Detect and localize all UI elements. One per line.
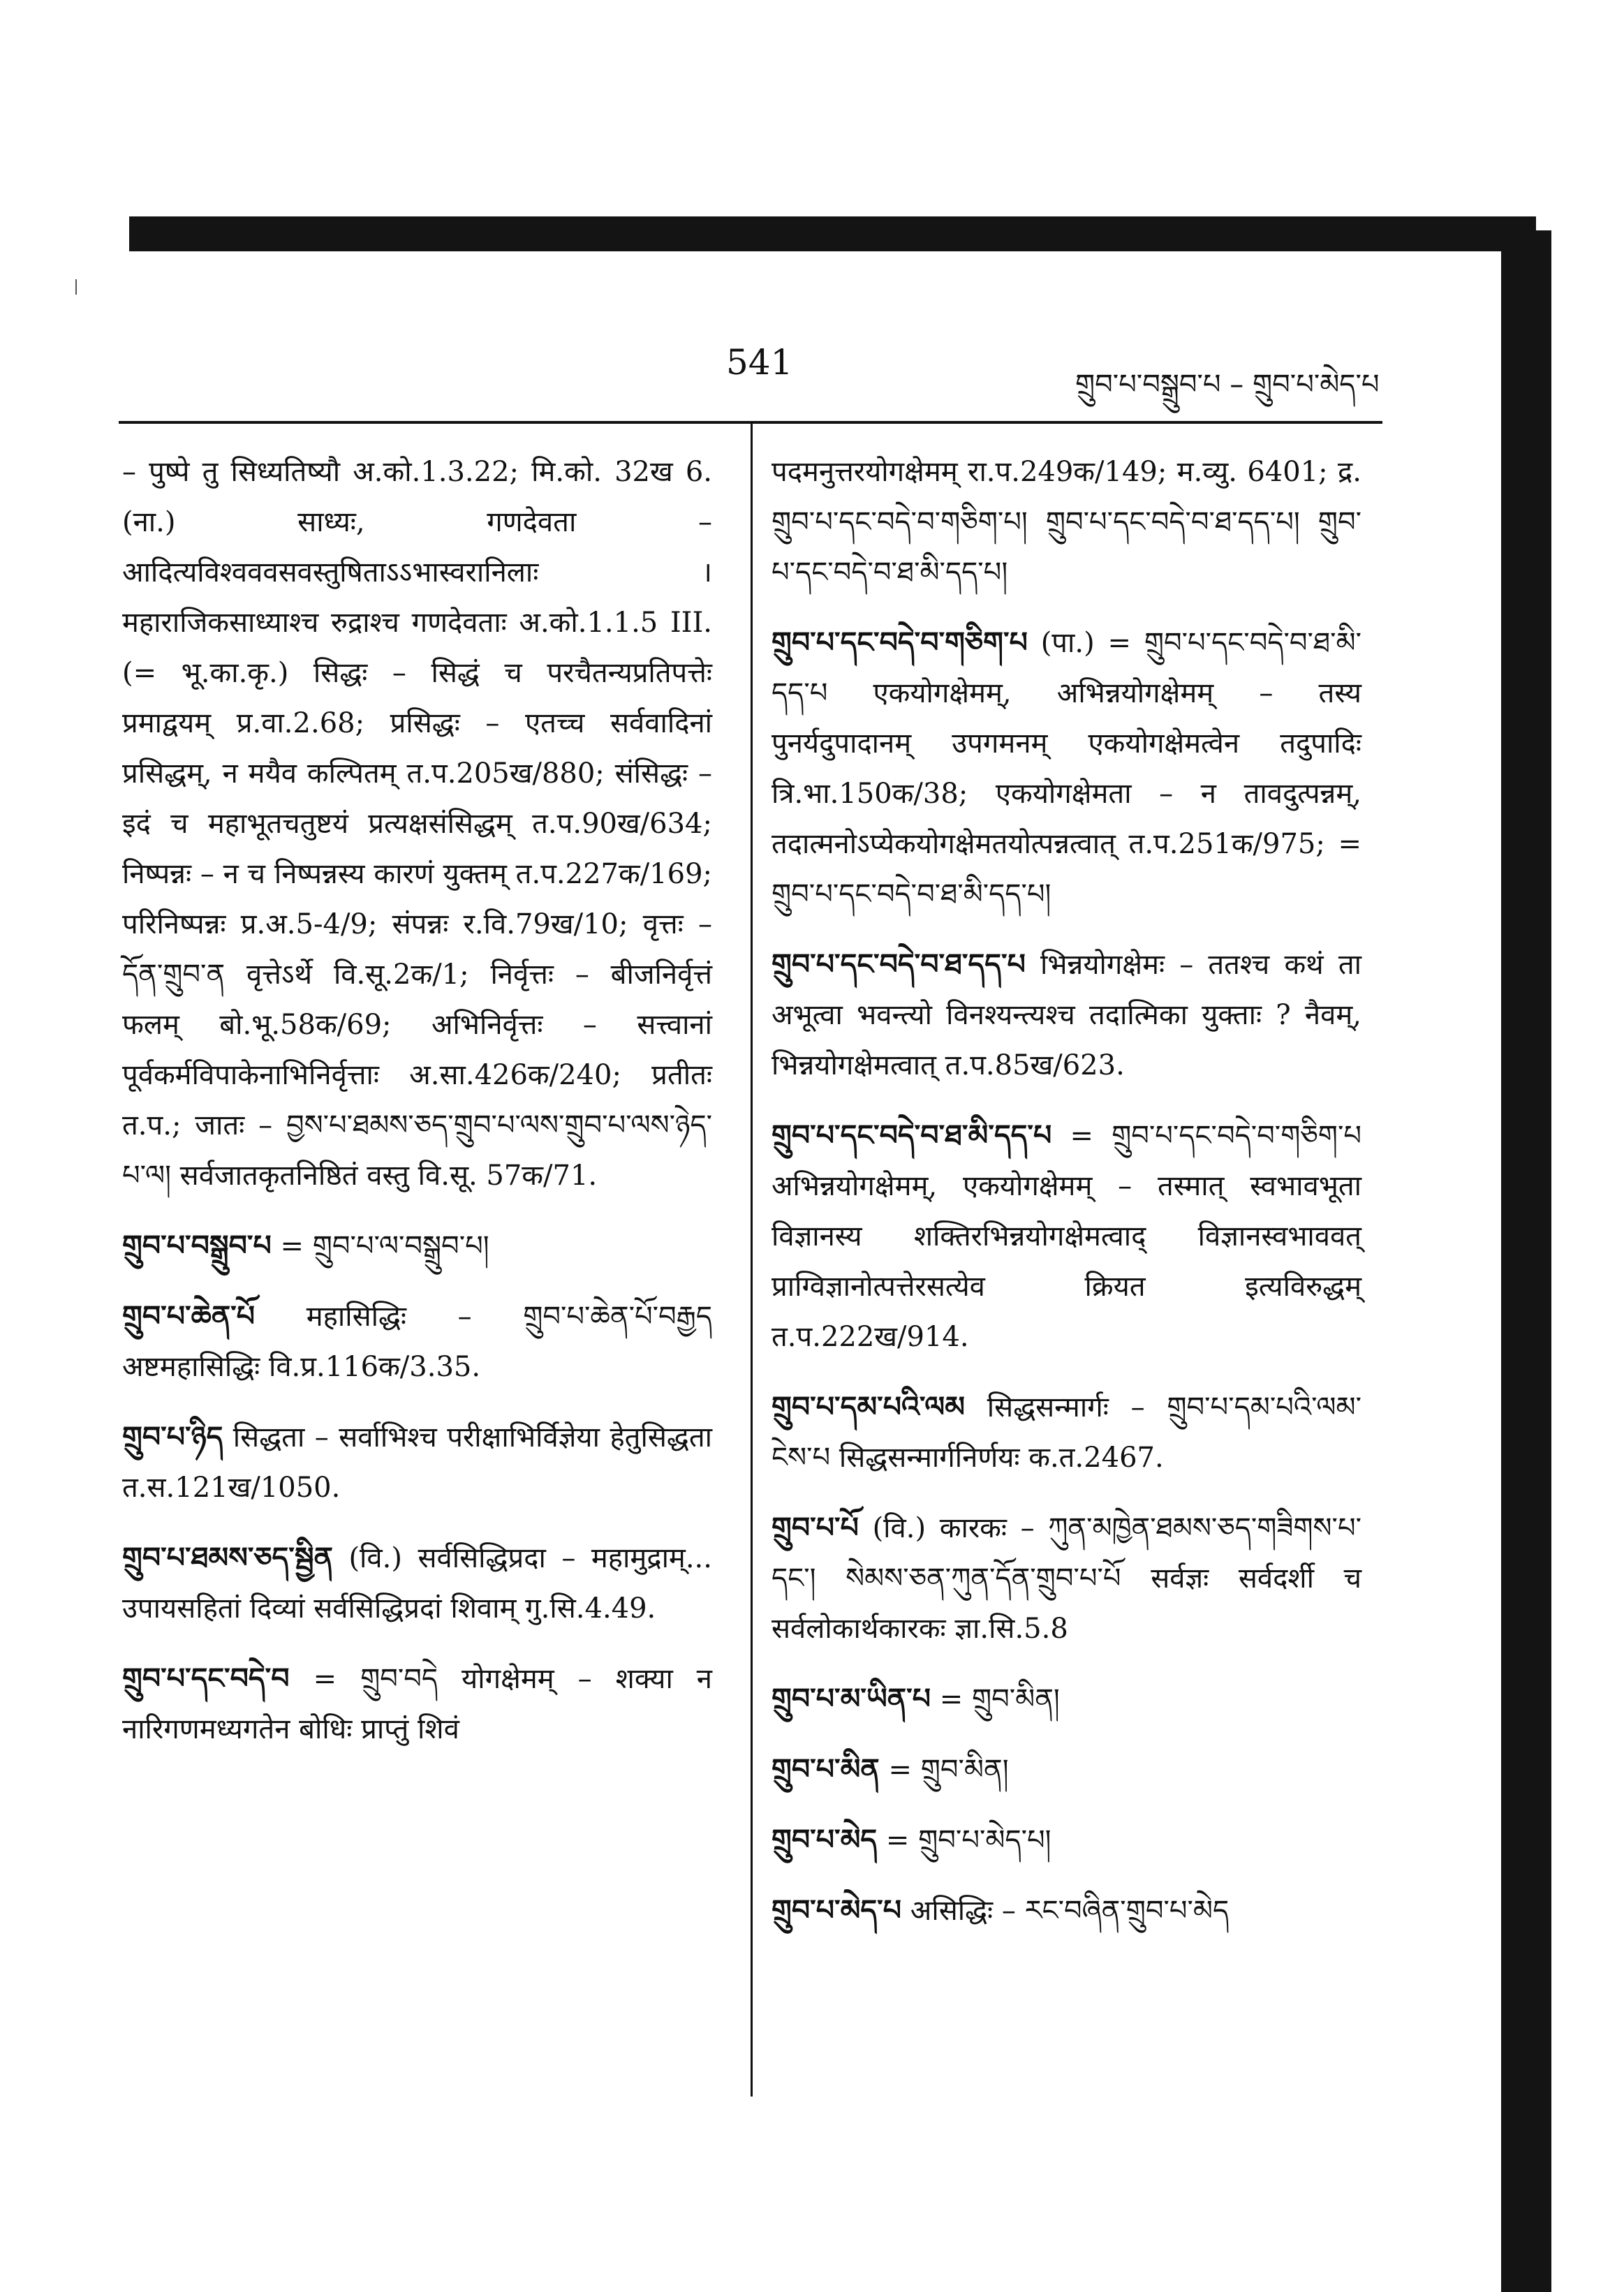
top-border-bar xyxy=(129,216,1536,251)
entry xyxy=(122,1412,712,1513)
right-column xyxy=(772,447,1361,1955)
column-divider xyxy=(751,421,753,2097)
entry-text: = གྲུབ་མིན། xyxy=(888,1754,1009,1786)
entry-text: = གྲུབ་པ་ལ་བསྒྲུབ་པ། xyxy=(280,1230,489,1262)
entry-text: (पा.) = གྲུབ་པ་དང་བདེ་བ་ཐ་མི་དད་པ एकयोगक्षेमम्, अभिन्नयोगक्षेमम् – तस्य पुनर्यदुपादानम् उपगमनम् एकयोगक्षेमत्वेन तदुपादिः त्रि.भा.150क/38; एकयोगक्षेमता – न तावदुत्पन्नम्, तदात्मनोऽप्येकयोगक्षेमतयोत्पन्नत्वात् त.प.251क/975; = གྲུབ་པ་དང་བདེ་བ་ཐ་མི་དད་པ། xyxy=(772,627,1361,910)
entry xyxy=(122,1291,712,1392)
entry-text: = གྲུབ་མིན། xyxy=(939,1683,1060,1715)
entry xyxy=(772,1502,1361,1654)
entry-headword: གྲུབ་པ་མེད་པ xyxy=(772,1893,902,1927)
entry xyxy=(772,617,1361,919)
entry-text: = གྲུབ་པ་དང་བདེ་བ་གཅིག་པ अभिन्नयोगक्षेमम्, एकयोगक्षेमम् – तस्मात् स्वभावभूता विज्ञानस्य शक्तिरभिन्नयोगक्षेमत्वाद् विज्ञानस्वभाववत् प्राग्विज्ञानोत्पत्तेरसत्येव क्रियत इत्यविरुद्धम् त.प.222ख/914. xyxy=(772,1120,1361,1353)
entry-headword: གྲུབ་པ་དང་བདེ་བ་གཅིག་པ xyxy=(772,626,1028,659)
entry-text: (वि.) सर्वसिद्धिप्रदा – महामुद्राम्... उपायसहितां दिव्यां सर्वसिद्धिप्रदां शिवाम् गु.सि.4.49. xyxy=(122,1542,712,1625)
entry xyxy=(772,447,1361,598)
entry-text: (वि.) कारकः – ཀུན་མཁྱེན་ཐམས་ཅད་གཟིགས་པ་དང་། སེམས་ཅན་ཀུན་དོན་གྲུབ་པ་པོ सर्वज्ञः सर्वदर्शी च सर्वलोकार्थकारकः ज्ञा.सि.5.8 xyxy=(772,1512,1362,1645)
left-column xyxy=(122,447,712,1774)
entry-text: महासिद्धिः – གྲུབ་པ་ཆེན་པོ་བརྒྱད अष्टमहासिद्धिः वि.प्र.116क/3.35. xyxy=(122,1301,712,1383)
page-number: 541 xyxy=(726,342,793,383)
entry xyxy=(772,1814,1361,1865)
entry-headword: གྲུབ་པ་མིན xyxy=(772,1752,880,1786)
entry xyxy=(122,447,712,1201)
entry-headword: གྲུབ་པ་དམ་པའི་ལམ xyxy=(772,1390,965,1424)
entry-text: पदमनुत्तरयोगक्षेमम् रा.प.249क/149; म.व्यु. 6401; द्र. གྲུབ་པ་དང་བདེ་བ་གཅིག་པ། གྲུབ་པ་དང་བདེ་བ་ཐ་དད་པ། གྲུབ་པ་དང་བདེ་བ་ཐ་མི་དད་པ། xyxy=(772,456,1361,589)
entry-text: सिद्धता – सर्वाभिश्च परीक्षाभिर्विज्ञेया हेतुसिद्धता त.स.121ख/1050. xyxy=(122,1421,713,1504)
entry-headword: གྲུབ་པ་མ་ཡིན་པ xyxy=(772,1682,931,1715)
entry-headword: གྲུབ་པ་པོ xyxy=(772,1511,859,1544)
entry xyxy=(122,1653,712,1754)
entry xyxy=(772,1744,1361,1795)
entry xyxy=(772,1673,1361,1724)
entry-text: भिन्नयोगक्षेमः – ततश्च कथं ता अभूत्वा भवन्त्यो विनश्यन्त्यश्च तदात्मिका युक्ताः ? नैवम्, भिन्नयोगक्षेमत्वात् त.प.85ख/623. xyxy=(772,949,1361,1081)
entry-text: असिद्धिः – རང་བཞིན་གྲུབ་པ་མེད xyxy=(910,1895,1230,1927)
scan-mark xyxy=(75,279,77,295)
running-head: གྲུབ་པ་བསྒྲུབ་པ – གྲུབ་པ་མེད་པ xyxy=(1075,369,1380,401)
entry-headword: གྲུབ་པ་ཐམས་ཅད་སྦྱིན xyxy=(122,1541,333,1574)
right-border-bar xyxy=(1501,230,1551,2292)
entry xyxy=(122,1532,712,1634)
entry xyxy=(772,939,1361,1090)
entry xyxy=(772,1110,1361,1362)
entry xyxy=(772,1382,1361,1483)
entry-headword: གྲུབ་པ་ཉིད xyxy=(122,1420,223,1454)
entry-headword: གྲུབ་པ་དང་བདེ་བ་ཐ་དད་པ xyxy=(772,947,1026,981)
entry-headword: གྲུབ་པ་བསྒྲུབ་པ xyxy=(122,1229,272,1262)
entry-headword: གྲུབ་པ་དང་བདེ་བ xyxy=(122,1662,290,1695)
entry-text: – पुष्पे तु सिध्यतिष्यौ अ.को.1.3.22; मि.को. 32ख 6. (ना.) साध्यः, गणदेवता – आदित्यविश्वववसवस्तुषिताऽऽभास्वरानिलाः । महाराजिकसाध्याश्च रुद्राश्च गणदेवताः अ.को.1.1.5 III. (= भू.का.कृ.) सिद्धः – सिद्धं च परचैतन्यप्रतिपत्तेः प्रमाद्वयम् प्र.वा.2.68; प्रसिद्धः – एतच्च सर्ववादिनां प्रसिद्धम्, न मयैव कल्पितम् त.प.205ख/880; संसिद्धः – इदं च महाभूतचतुष्टयं प्रत्यक्षसंसिद्धम् त.प.90ख/634; निष्पन्नः – न च निष्पन्नस्य कारणं युक्तम् त.प.227क/169; परिनिष्पन्नः प्र.अ.5-4/9; संपन्नः र.वि.79ख/10; वृत्तः – དོན་གྲུབ་ན वृत्तेऽर्थे वि.सू.2क/1; निर्वृत्तः – बीजनिर्वृत्तं फलम् बो.भू.58क/69; अभिनिर्वृत्तः – सत्त्वानां पूर्वकर्मविपाकेनाभिनिर्वृत्ताः अ.सा.426क/240; प्रतीतः त.प.; जातः – བྱས་པ་ཐམས་ཅད་གྲུབ་པ་ལས་གྲུབ་པ་ལས་ཉེད་པ་ལ། सर्वजातकृतनिष्ठितं वस्तु वि.सू. 57क/71. xyxy=(122,456,712,1192)
entry-headword: གྲུབ་པ་དང་བདེ་བ་ཐ་མི་དད་པ xyxy=(772,1118,1052,1152)
entry xyxy=(772,1885,1361,1936)
entry xyxy=(122,1220,712,1271)
entry-headword: གྲུབ་པ་མེད xyxy=(772,1823,878,1856)
entry-text: = གྲུབ་པ་མེད་པ། xyxy=(885,1824,1051,1856)
entry-text: = གྲུབ་བདེ योगक्षेमम् – शक्या न नारिगणमध्यगतेन बोधिः प्राप्तुं शिवं xyxy=(122,1663,712,1745)
entry-text: सिद्धसन्मार्गः – གྲུབ་པ་དམ་པའི་ལམ་ངེས་པ सिद्धसन्मार्गनिर्णयः क.त.2467. xyxy=(772,1391,1362,1474)
entry-headword: གྲུབ་པ་ཆེན་པོ xyxy=(122,1299,256,1333)
